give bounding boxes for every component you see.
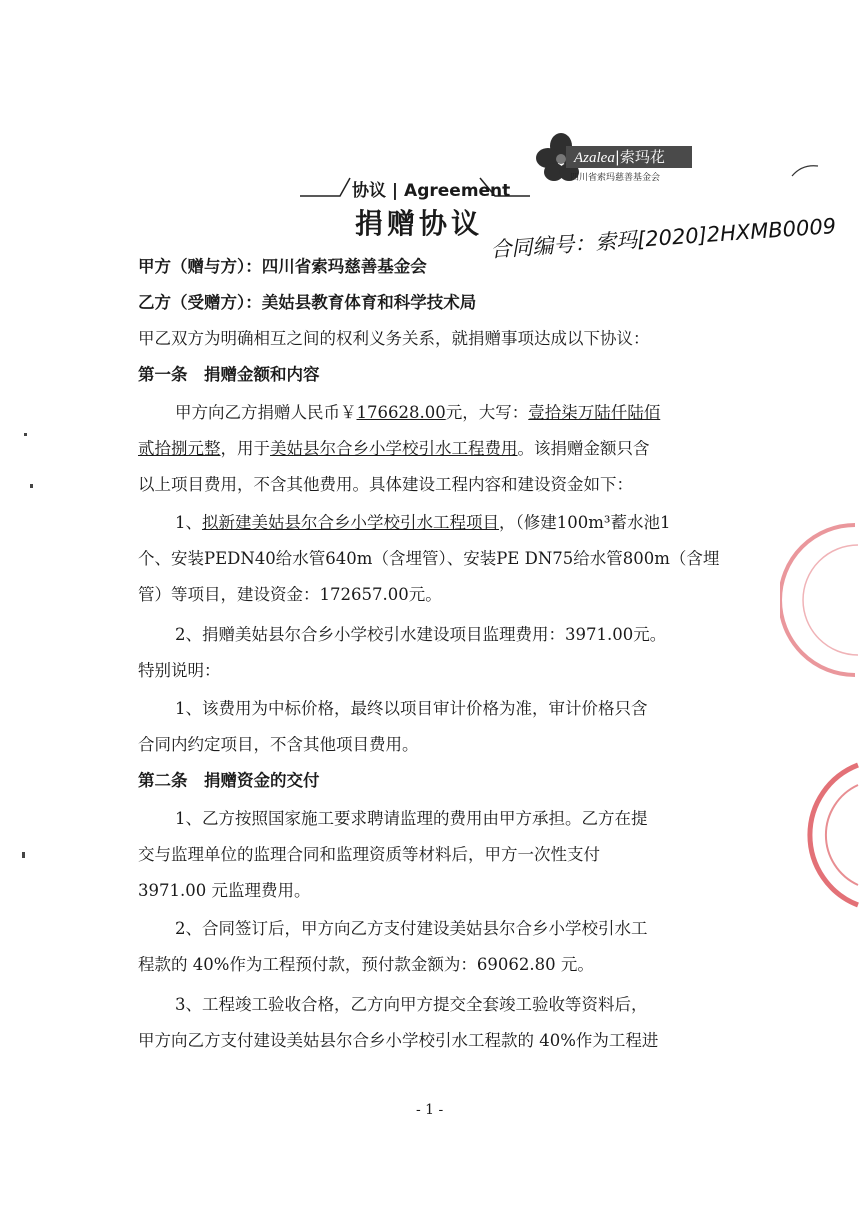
article2-p1-line3: 3971.00 元监理费用。 — [138, 881, 311, 900]
article1-item1-line2: 个、安装PEDN40给水管640m（含埋管）、安装PE DN75给水管800m（含埋 — [138, 549, 720, 568]
article1-item1-line3: 管）等项目，建设资金：172657.00元。 — [138, 585, 442, 604]
text-segment: 甲方向乙方捐赠人民币￥ — [175, 403, 357, 422]
article2-p2-line1: 2、合同签订后，甲方向乙方支付建设美姑县尔合乡小学校引水工 — [175, 919, 648, 938]
article2-p1-line2: 交与监理单位的监理合同和监理资质等材料后，甲方一次性支付 — [138, 845, 600, 864]
article1-paragraph1-line2 — [138, 438, 650, 460]
text-segment: 1、 — [175, 513, 202, 532]
article2-heading: 第二条 捐赠资金的交付 — [138, 771, 320, 790]
seal-stamp-top — [780, 520, 860, 680]
seal-stamp-bottom — [770, 760, 860, 910]
handwritten-contract-number: 合同编号：索玛[2020]2HXMB0009 — [489, 213, 837, 263]
project-name: 拟新建美姑县尔合乡小学校引水工程项目 — [202, 513, 499, 532]
article2-p3-line2: 甲方向乙方支付建设美姑县尔合乡小学校引水工程款的 40%作为工程进 — [138, 1031, 659, 1050]
article2-p2-line2: 程款的 40%作为工程预付款，预付款金额为：69062.80 元。 — [138, 955, 594, 974]
special-note-line2: 合同内约定项目，不含其他项目费用。 — [138, 735, 419, 754]
donation-amount: 176628.00 — [356, 403, 446, 422]
special-note-label: 特别说明： — [138, 661, 221, 680]
logo-org-name: 四川省索玛慈善基金会 — [570, 173, 661, 183]
document-title: 捐赠协议 — [355, 207, 484, 240]
donation-use: 美姑县尔合乡小学校引水工程费用 — [270, 439, 518, 458]
article1-paragraph1-line1 — [175, 402, 660, 424]
intro-paragraph: 甲乙双方为明确相互之间的权利义务关系，就捐赠事项达成以下协议： — [138, 329, 650, 348]
binding-mark — [22, 852, 25, 858]
logo-band: Azalea|索玛花 — [566, 146, 692, 168]
special-note-line1: 1、该费用为中标价格，最终以项目审计价格为准，审计价格只含 — [175, 699, 648, 718]
article2-p3-line1: 3、工程竣工验收合格，乙方向甲方提交全套竣工验收等资料后， — [175, 995, 648, 1014]
text-segment: 。该捐赠金额只含 — [517, 439, 650, 458]
corner-mark-icon — [790, 160, 820, 180]
text-segment: ，用于 — [220, 439, 270, 458]
article2-p1-line1: 1、乙方按照国家施工要求聘请监理的费用由甲方承担。乙方在提 — [175, 809, 648, 828]
foundation-logo — [532, 128, 692, 186]
page-number: - 1 - — [416, 1102, 444, 1118]
binding-mark — [30, 484, 33, 488]
logo-latin-text: Azalea — [574, 150, 615, 166]
logo-cn-text: 索玛花 — [619, 148, 665, 166]
text-segment: ，（修建100m³蓄水池1 — [499, 513, 671, 532]
agreement-label: 协议 | Agreement — [352, 181, 511, 201]
amount-words-part1: 壹拾柒万陆仟陆佰 — [528, 403, 661, 422]
article1-heading: 第一条 捐赠金额和内容 — [138, 365, 320, 384]
amount-words-part2: 贰拾捌元整 — [138, 439, 221, 458]
article1-item2: 2、捐赠美姑县尔合乡小学校引水建设项目监理费用：3971.00元。 — [175, 625, 667, 644]
article1-item1-line1 — [175, 512, 671, 534]
text-segment: 元，大写： — [445, 403, 529, 422]
binding-mark — [24, 433, 27, 436]
article1-paragraph1-line3: 以上项目费用，不含其他费用。具体建设工程内容和建设资金如下： — [138, 475, 633, 494]
party-b: 乙方（受赠方）：美姑县教育体育和科学技术局 — [138, 293, 477, 312]
party-a: 甲方（赠与方）：四川省索玛慈善基金会 — [138, 257, 427, 276]
